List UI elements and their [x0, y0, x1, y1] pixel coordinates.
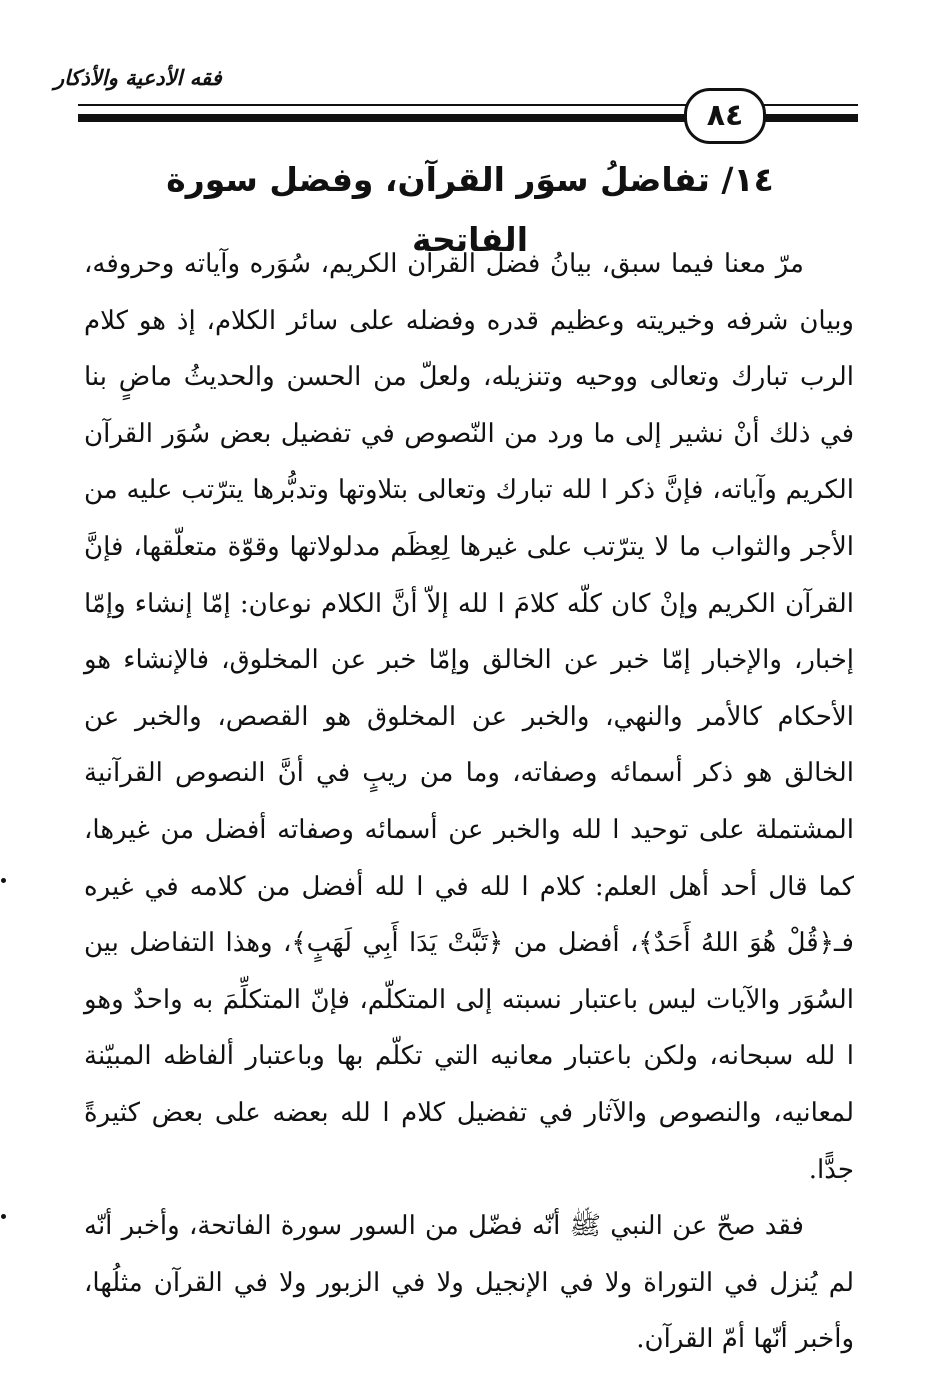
paragraph: فقد صحّ عن النبي ﷺ أنّه فضّل من السور سورة الفاتحة، وأخبر أنّه لم يُنزل في التوراة ولا في الإنجيل ولا في الزبور ولا في القرآن مثلُها، وأخبر أنّها أمّ القرآن.: [84, 1211, 854, 1355]
margin-mark: [1, 878, 6, 883]
page-number: ٨٤: [684, 88, 766, 144]
paragraph: مرّ معنا فيما سبق، بيانُ فضل القرآن الكريم، سُوَره وآياته وحروفه، وبيان شرفه وخيريته وعظيم قدره وفضله على سائر الكلام، إذ هو كلام الرب تبارك وتعالى ووحيه وتنزيله، ولعلّ من الحسن والحديثُ ماضٍ بنا في ذلك أنْ نشير إلى ما ورد من النّصوص في تفضيل بعض سُوَر القرآن الكريم وآياته، فإنَّ ذكر ا لله تبارك وتعالى بتلاوتها وتدبُّرها يترّتب عليه من الأجر والثواب ما لا يترّتب على غيرها لِعِظَم مدلولاتها وقوّة متعلّقها، فإنَّ القرآن الكريم وإنْ كان كلّه كلامَ ا لله إلاّ أنَّ الكلام نوعان: إمّا إنشاء وإمّا إخبار، والإخبار إمّا خبر عن الخالق وإمّا خبر عن المخلوق، فالإنشاء هو الأحكام كالأمر والنهي، والخبر عن المخلوق هو القصص، والخبر عن الخالق هو ذكر أسمائه وصفاته، وما من ريبٍ في أنَّ النصوص القرآنية المشتملة على توحيد ا لله والخبر عن أسمائه وصفاته أفضل من غيرها، كما قال أحد أهل العلم: كلام ا لله في ا لله أفضل من كلامه في غيره فـ﴿قُلْ هُوَ اللهُ أَحَدٌ﴾، أفضل من ﴿تَبَّتْ يَدَا أَبِي لَهَبٍ﴾، وهذا التفاضل بين السُوَر والآيات ليس باعتبار نسبته إلى المتكلّم، فإنّ المتكلِّمَ به واحدٌ وهو ا لله سبحانه، ولكن باعتبار معانيه التي تكلّم بها وباعتبار ألفاظه المبيّنة لمعانيه، والنصوص والآثار في تفضيل كلام ا لله بعضه على بعض كثيرةً جدًّا.: [84, 249, 855, 1185]
body-text: [84, 236, 854, 1368]
section-heading: ١٤/ تفاضلُ سوَر القرآن، وفضل سورة الفاتحة: [166, 160, 774, 259]
margin-mark: [1, 1214, 6, 1219]
running-title: فقه الأدعية والأذكار: [54, 66, 222, 90]
